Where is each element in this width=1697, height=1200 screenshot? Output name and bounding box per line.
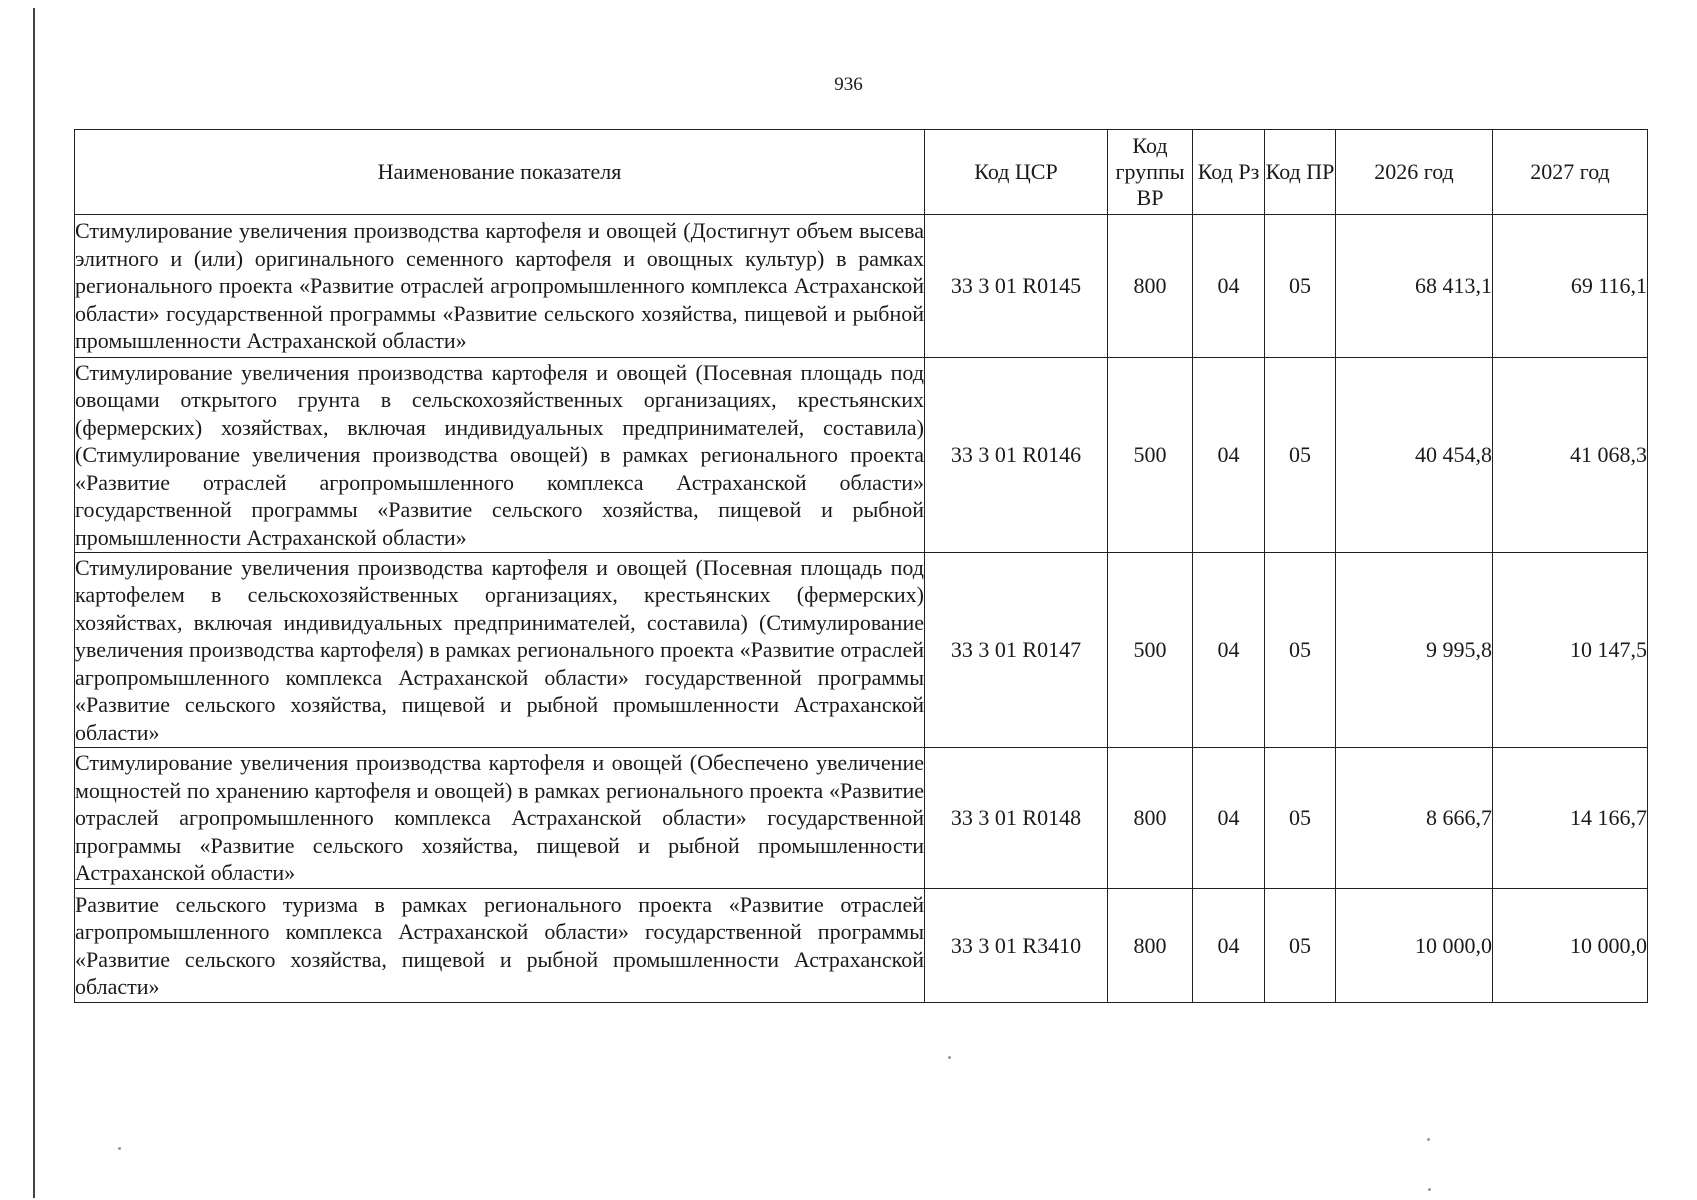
row-csr-code: 33 3 01 R0147 — [925, 553, 1108, 748]
row-vr-code: 800 — [1108, 889, 1193, 1003]
row-name: Стимулирование увеличения производства картофеля и овощей (Обеспечено увеличение мощностей по хранению картофеля и овощей) в рамках регионального проекта «Развитие отраслей агропромышленного комплекса Астраханской области» государственной программы «Развитие сельского хозяйства, пищевой и рыбной промышленности Астраханской области» — [75, 748, 925, 889]
row-amount-2026: 68 413,1 — [1336, 215, 1493, 358]
row-rz-code: 04 — [1193, 553, 1265, 748]
row-amount-2027: 41 068,3 — [1493, 358, 1648, 553]
table-row — [75, 889, 1648, 1003]
row-vr-code: 500 — [1108, 553, 1193, 748]
row-csr-code: 33 3 01 R0146 — [925, 358, 1108, 553]
row-pr-code: 05 — [1265, 553, 1336, 748]
row-csr-code: 33 3 01 R3410 — [925, 889, 1108, 1003]
row-amount-2027: 14 166,7 — [1493, 748, 1648, 889]
header-vr-group-code: Код группы ВР — [1108, 130, 1193, 215]
row-name: Стимулирование увеличения производства картофеля и овощей (Посевная площадь под овощами открытого грунта в сельскохозяйственных организациях, крестьянских (фермерских) хозяйствах, включая индивидуальных предпринимателей, составила) (Стимулирование увеличения производства овощей) в рамках регионального проекта «Развитие отраслей агропромышленного комплекса Астраханской области» государственной программы «Развитие сельского хозяйства, пищевой и рыбной промышленности Астраханской области» — [75, 358, 925, 553]
row-csr-code: 33 3 01 R0148 — [925, 748, 1108, 889]
scan-speck — [1428, 1188, 1431, 1191]
row-vr-code: 800 — [1108, 748, 1193, 889]
row-pr-code: 05 — [1265, 358, 1336, 553]
row-csr-code: 33 3 01 R0145 — [925, 215, 1108, 358]
row-pr-code: 05 — [1265, 748, 1336, 889]
header-pr-code: Код ПР — [1265, 130, 1336, 215]
scan-speck — [1427, 1138, 1430, 1141]
row-name: Развитие сельского туризма в рамках регионального проекта «Развитие отраслей агропромышленного комплекса Астраханской области» государственной программы «Развитие сельского хозяйства, пищевой и рыбной промышленности Астраханской области» — [75, 889, 925, 1003]
header-rz-code: Код Рз — [1193, 130, 1265, 215]
row-amount-2026: 8 666,7 — [1336, 748, 1493, 889]
header-year-2027: 2027 год — [1493, 130, 1648, 215]
row-pr-code: 05 — [1265, 215, 1336, 358]
table-header-row — [75, 130, 1648, 215]
scan-speck — [948, 1056, 951, 1059]
row-rz-code: 04 — [1193, 215, 1265, 358]
row-name: Стимулирование увеличения производства картофеля и овощей (Достигнут объем высева элитного и (или) оригинального семенного картофеля и овощных культур) в рамках регионального проекта «Развитие отраслей агропромышленного комплекса Астраханской области» государственной программы «Развитие сельского хозяйства, пищевой и рыбной промышленности Астраханской области» — [75, 215, 925, 358]
row-amount-2027: 10 147,5 — [1493, 553, 1648, 748]
scan-speck — [118, 1147, 121, 1150]
row-pr-code: 05 — [1265, 889, 1336, 1003]
page-number: 936 — [834, 74, 863, 95]
row-rz-code: 04 — [1193, 358, 1265, 553]
binding-margin-line — [33, 8, 35, 1198]
row-amount-2027: 10 000,0 — [1493, 889, 1648, 1003]
header-name: Наименование показателя — [75, 130, 925, 215]
row-amount-2026: 9 995,8 — [1336, 553, 1493, 748]
row-vr-code: 500 — [1108, 358, 1193, 553]
row-name: Стимулирование увеличения производства картофеля и овощей (Посевная площадь под картофелем в сельскохозяйственных организациях, крестьянских (фермерских) хозяйствах, включая индивидуальных предпринимателей, составила) (Стимулирование увеличения производства картофеля) в рамках регионального проекта «Развитие отраслей агропромышленного комплекса Астраханской области» государственной программы «Развитие сельского хозяйства, пищевой и рыбной промышленности Астраханской области» — [75, 553, 925, 748]
row-vr-code: 800 — [1108, 215, 1193, 358]
table-row — [75, 358, 1648, 553]
budget-table — [74, 129, 1648, 1003]
table-row — [75, 748, 1648, 889]
row-rz-code: 04 — [1193, 748, 1265, 889]
table-row — [75, 553, 1648, 748]
row-amount-2027: 69 116,1 — [1493, 215, 1648, 358]
header-year-2026: 2026 год — [1336, 130, 1493, 215]
header-csr-code: Код ЦСР — [925, 130, 1108, 215]
row-amount-2026: 10 000,0 — [1336, 889, 1493, 1003]
table-row — [75, 215, 1648, 358]
row-rz-code: 04 — [1193, 889, 1265, 1003]
row-amount-2026: 40 454,8 — [1336, 358, 1493, 553]
